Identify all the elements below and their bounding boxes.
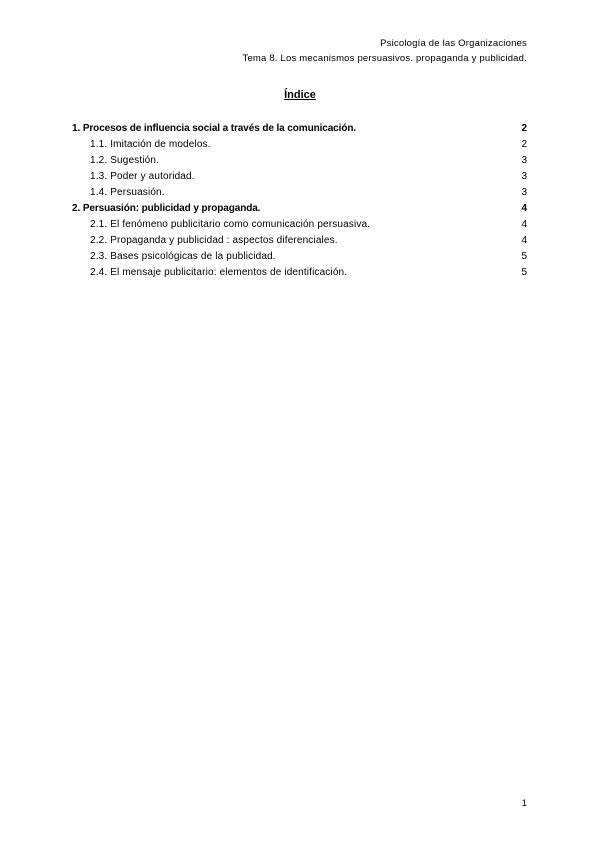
running-header — [243, 36, 528, 66]
toc-entry-page: 4 — [521, 235, 527, 246]
toc-entry-page: 3 — [521, 187, 527, 198]
toc-entry-label: 1.2. Sugestión. — [90, 155, 159, 166]
toc-entry-page: 4 — [521, 219, 527, 230]
toc-entry-label: 2. Persuasión: publicidad y propaganda. — [72, 203, 261, 214]
toc-entry-label: 2.2. Propaganda y publicidad : aspectos diferenciales. — [90, 235, 338, 246]
toc-entry-page: 3 — [521, 171, 527, 182]
toc-entry-page: 3 — [521, 155, 527, 166]
toc-entry-label: 2.3. Bases psicológicas de la publicidad. — [90, 251, 276, 262]
toc-entry-page: 5 — [521, 251, 527, 262]
toc-entry[interactable] — [72, 153, 527, 169]
toc-entry[interactable] — [72, 185, 527, 201]
toc-entry-page: 2 — [521, 123, 527, 134]
toc-entry[interactable] — [72, 265, 527, 281]
toc-entry[interactable] — [72, 217, 527, 233]
toc-entry-label: 1.3. Poder y autoridad. — [90, 171, 195, 182]
toc-entry-label: 1. Procesos de influencia social a través de la comunicación. — [72, 123, 357, 134]
header-course-title: Psicología de las Organizaciones — [380, 38, 527, 49]
toc-entry[interactable] — [72, 233, 527, 249]
toc-entry-page: 2 — [521, 139, 527, 150]
toc-entry[interactable] — [72, 169, 527, 185]
header-topic-title: Tema 8. Los mecanismos persuasivos. propaganda y publicidad. — [242, 53, 527, 64]
toc-entry[interactable] — [72, 249, 527, 265]
toc-title: Índice — [284, 89, 316, 101]
table-of-contents — [72, 121, 527, 281]
toc-entry-label: 2.4. El mensaje publicitario: elementos de identificación. — [90, 267, 348, 278]
toc-entry-label: 2.1. El fenómeno publicitario como comunicación persuasiva. — [90, 219, 371, 230]
toc-entry-label: 1.1. Imitación de modelos. — [90, 139, 211, 150]
toc-entry-page: 4 — [521, 203, 527, 214]
page-number: 1 — [521, 798, 527, 809]
toc-entry[interactable] — [72, 121, 527, 137]
toc-entry-label: 1.4. Persuasión. — [90, 187, 165, 198]
toc-entry[interactable] — [72, 201, 527, 217]
toc-entry[interactable] — [72, 137, 527, 153]
toc-entry-page: 5 — [521, 267, 527, 278]
